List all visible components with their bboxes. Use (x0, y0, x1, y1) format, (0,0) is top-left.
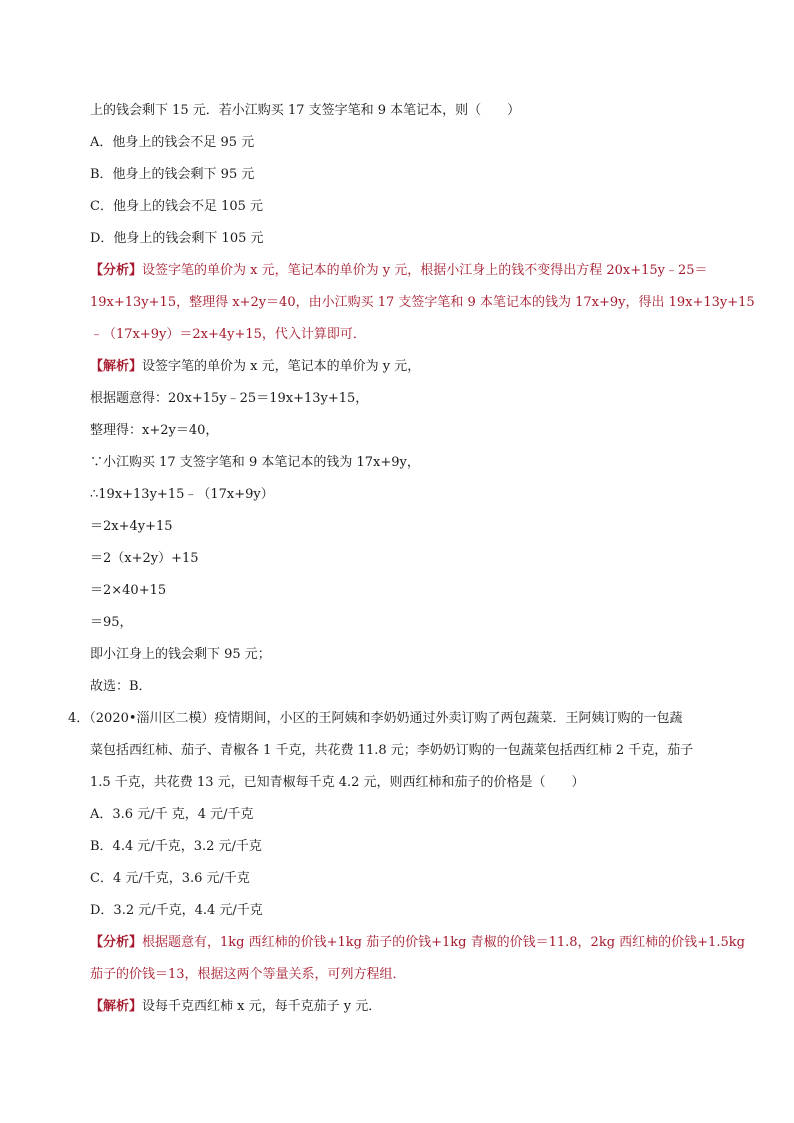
analysis-text: 设签字笔的单价为 x 元，笔记本的单价为 y 元，根据小江身上的钱不变得出方程 20x+15y﹣25＝ (142, 263, 708, 278)
q4-option-a: A．3.6 元/千 克，4 元/千克 (90, 807, 254, 822)
solution-line-2: 根据题意得：20x+15y﹣25＝19x+13y+15， (90, 391, 369, 406)
q4-analysis-text: 根据题意有，1kg 西红柿的价钱+1kg 茄子的价钱+1kg 青椒的价钱＝11.8，2kg 西红柿的价钱+1.5kg (142, 935, 745, 950)
solution-line-8: ＝2×40+15 (90, 583, 167, 598)
question-stem-tail: 上的钱会剩下 15 元．若小江购买 17 支签字笔和 9 本笔记本，则（ ） (90, 103, 521, 118)
solution-text: 设签字笔的单价为 x 元，笔记本的单价为 y 元， (142, 359, 421, 374)
solution-line-10: 即小江身上的钱会剩下 95 元； (90, 647, 271, 662)
solution-line-9: ＝95， (90, 615, 133, 630)
q4-solution-line-1 (90, 997, 381, 1017)
solution-line-7: ＝2（x+2y）+15 (90, 551, 199, 566)
q4-option-b: B．4.4 元/千克，3.2 元/千克 (90, 839, 262, 854)
q4-analysis-tag: 【分析】 (90, 935, 143, 950)
option-b: B．他身上的钱会剩下 95 元 (90, 167, 255, 182)
option-a: A．他身上的钱会不足 95 元 (90, 135, 255, 150)
solution-tag: 【解析】 (90, 359, 143, 374)
option-c: C．他身上的钱会不足 105 元 (90, 199, 264, 214)
q4-analysis-line-1 (90, 933, 745, 953)
q4-solution-tag: 【解析】 (90, 999, 143, 1014)
analysis-line-1 (90, 261, 708, 281)
solution-line-5: ∴19x+13y+15﹣（17x+9y） (90, 487, 274, 502)
question-4-line-3: 1.5 千克，共花费 13 元，已知青椒每千克 4.2 元，则西红柿和茄子的价格是（ ） (90, 775, 585, 790)
analysis-tag: 【分析】 (90, 263, 143, 278)
analysis-line-3: ﹣（17x+9y）＝2x+4y+15，代入计算即可． (90, 327, 366, 342)
solution-line-6: ＝2x+4y+15 (90, 519, 173, 534)
answer-line: 故选：B． (90, 679, 152, 694)
q4-option-c: C．4 元/千克，3.6 元/千克 (90, 871, 250, 886)
question-4-line-2: 菜包括西红柿、茄子、青椒各 1 千克，共花费 11.8 元；李奶奶订购的一包蔬菜包括西红柿 2 千克，茄子 (90, 743, 694, 758)
solution-line-1 (90, 357, 420, 377)
question-4-line-1: 4．（2020•淄川区二模）疫情期间，小区的王阿姨和李奶奶通过外卖订购了两包蔬菜．王阿姨订购的一包蔬 (68, 711, 683, 726)
q4-solution-text: 设每千克西红柿 x 元，每千克茄子 y 元． (142, 999, 382, 1014)
q4-option-d: D．3.2 元/千克，4.4 元/千克 (90, 903, 263, 918)
solution-line-3: 整理得：x+2y＝40， (90, 423, 219, 438)
q4-analysis-line-2: 茄子的价钱＝13，根据这两个等量关系，可列方程组． (90, 967, 406, 982)
solution-line-4: ∵小江购买 17 支签字笔和 9 本笔记本的钱为 17x+9y， (90, 455, 420, 470)
analysis-line-2: 19x+13y+15，整理得 x+2y＝40，由小江购买 17 支签字笔和 9 本笔记本的钱为 17x+9y，得出 19x+13y+15 (90, 295, 755, 310)
option-d: D．他身上的钱会剩下 105 元 (90, 231, 264, 246)
